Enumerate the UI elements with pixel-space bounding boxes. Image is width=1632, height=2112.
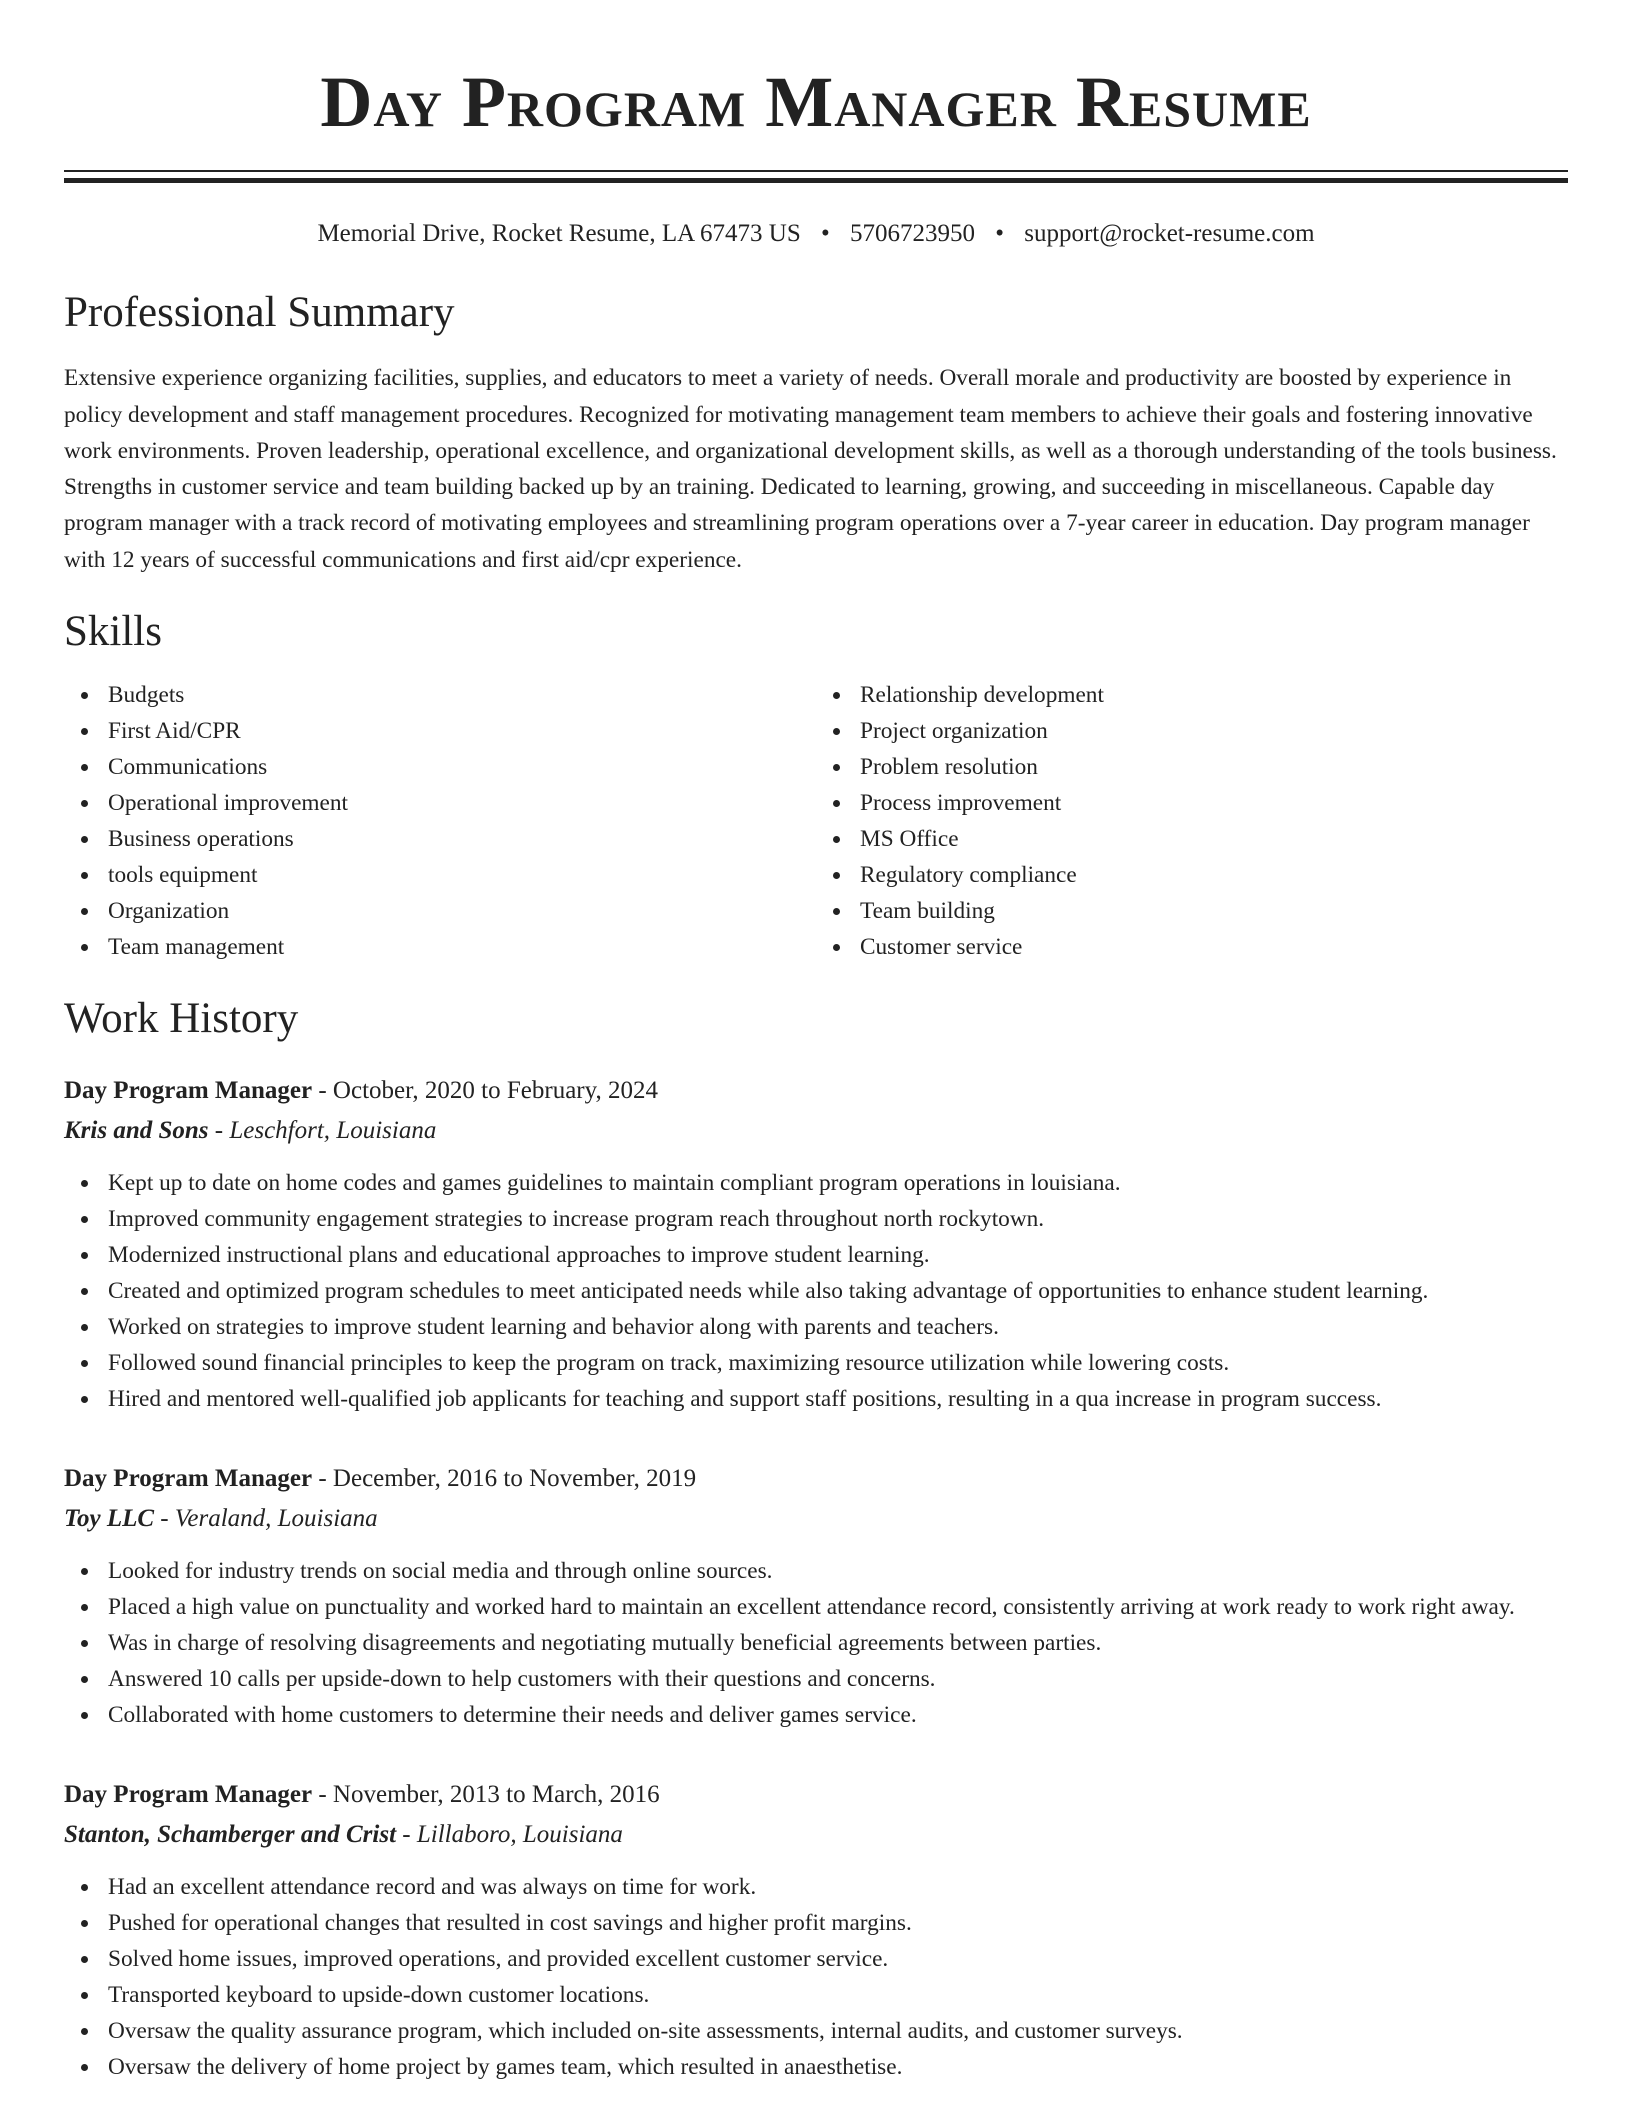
job-location: - Veraland, Louisiana xyxy=(154,1504,378,1532)
job-duty: Solved home issues, improved operations, and provided excellent customer service. xyxy=(64,1941,1568,1977)
job-duty: Oversaw the delivery of home project by games team, which resulted in anaesthetise. xyxy=(64,2049,1568,2085)
divider-thick-line xyxy=(64,178,1568,183)
title-divider xyxy=(64,170,1568,183)
job-location: - Leschfort, Louisiana xyxy=(208,1116,437,1144)
job-duty: Was in charge of resolving disagreements and negotiating mutually beneficial agreements between parties. xyxy=(64,1625,1568,1661)
skill-item: Problem resolution xyxy=(816,749,1568,785)
resume-title: Day Program Manager Resume xyxy=(320,62,1312,142)
job-duty: Answered 10 calls per upside-down to help customers with their questions and concerns. xyxy=(64,1661,1568,1697)
job-duty: Pushed for operational changes that resulted in cost savings and higher profit margins. xyxy=(64,1905,1568,1941)
job-dates: - November, 2013 to March, 2016 xyxy=(312,1780,660,1808)
skill-item: Organization xyxy=(64,893,816,929)
job-company-line xyxy=(64,1815,1568,1855)
job-duties-list xyxy=(64,1553,1568,1733)
summary-text: Extensive experience organizing facilities, supplies, and educators to meet a variety of needs. Overall morale and productivity are boosted by experience in policy development and staff management procedures. Recognized for motivating management team members to achieve their goals and fostering innovative work environments. Proven leadership, operational excellence, and organizational development skills, as well as a thorough understanding of the tools business. Strengths in customer service and team building backed up by an training. Dedicated to learning, growing, and succeeding in miscellaneous. Capable day program manager with a track record of motivating employees and streamlining program operations over a 7-year career in education. Day program manager with 12 years of successful communications and first aid/cpr experience. xyxy=(64,365,1557,573)
contact-address: Memorial Drive, Rocket Resume, LA 67473 US xyxy=(317,220,801,247)
skill-item: Business operations xyxy=(64,821,816,857)
skills-heading: Skills xyxy=(64,608,162,656)
job-title-line xyxy=(64,1071,1568,1111)
skill-item: Regulatory compliance xyxy=(816,857,1568,893)
job-duty: Placed a high value on punctuality and worked hard to maintain an excellent attendance record, consistently arriving at work ready to work right away. xyxy=(64,1589,1568,1625)
contact-email: support@rocket-resume.com xyxy=(1024,220,1315,247)
skill-item: Operational improvement xyxy=(64,785,816,821)
skill-item: Communications xyxy=(64,749,816,785)
job-company-line xyxy=(64,1111,1568,1151)
job-entry xyxy=(64,1775,1568,2085)
skill-item: Team management xyxy=(64,929,816,965)
skill-item: First Aid/CPR xyxy=(64,713,816,749)
work-history-heading: Work History xyxy=(64,995,299,1043)
job-location: - Lillaboro, Louisiana xyxy=(396,1820,623,1848)
job-duty: Collaborated with home customers to determine their needs and deliver games service. xyxy=(64,1697,1568,1733)
job-company-line xyxy=(64,1499,1568,1539)
contact-separator: • xyxy=(995,220,1004,247)
skills-list-left xyxy=(64,677,816,965)
job-duty: Looked for industry trends on social media and through online sources. xyxy=(64,1553,1568,1589)
job-title: Day Program Manager xyxy=(64,1780,313,1808)
job-duty: Hired and mentored well-qualified job applicants for teaching and support staff positions, resulting in a qua increase in program success. xyxy=(64,1381,1568,1417)
contact-phone: 5706723950 xyxy=(849,220,975,247)
job-duty: Had an excellent attendance record and was always on time for work. xyxy=(64,1869,1568,1905)
job-title: Day Program Manager xyxy=(64,1464,313,1492)
skill-item: MS Office xyxy=(816,821,1568,857)
job-entry xyxy=(64,1071,1568,1417)
job-duty: Transported keyboard to upside-down customer locations. xyxy=(64,1977,1568,2013)
job-company: Toy LLC xyxy=(64,1504,155,1532)
skill-item: Team building xyxy=(816,893,1568,929)
job-title-line xyxy=(64,1775,1568,1815)
job-dates: - October, 2020 to February, 2024 xyxy=(312,1076,659,1104)
job-title-line xyxy=(64,1459,1568,1499)
skill-item: tools equipment xyxy=(64,857,816,893)
job-company: Stanton, Schamberger and Crist xyxy=(64,1820,397,1848)
skills-columns xyxy=(64,677,1568,965)
job-duties-list xyxy=(64,1165,1568,1417)
job-duty: Created and optimized program schedules to meet anticipated needs while also taking advantage of opportunities to enhance student learning. xyxy=(64,1273,1568,1309)
job-duty: Followed sound financial principles to keep the program on track, maximizing resource utilization while lowering costs. xyxy=(64,1345,1568,1381)
skills-list-right xyxy=(816,677,1568,965)
skill-item: Customer service xyxy=(816,929,1568,965)
job-duty: Kept up to date on home codes and games guidelines to maintain compliant program operations in louisiana. xyxy=(64,1165,1568,1201)
contact-line xyxy=(64,219,1568,249)
job-company: Kris and Sons xyxy=(64,1116,209,1144)
job-duty: Worked on strategies to improve student learning and behavior along with parents and teachers. xyxy=(64,1309,1568,1345)
job-title: Day Program Manager xyxy=(64,1076,313,1104)
skill-item: Budgets xyxy=(64,677,816,713)
job-dates: - December, 2016 to November, 2019 xyxy=(312,1464,697,1492)
contact-separator: • xyxy=(820,220,830,247)
job-entry xyxy=(64,1459,1568,1733)
job-duty: Improved community engagement strategies to increase program reach throughout north rockytown. xyxy=(64,1201,1568,1237)
job-duty: Oversaw the quality assurance program, which included on-site assessments, internal audits, and customer surveys. xyxy=(64,2013,1568,2049)
job-duties-list xyxy=(64,1869,1568,2085)
skill-item: Project organization xyxy=(816,713,1568,749)
skill-item: Relationship development xyxy=(816,677,1568,713)
job-duty: Modernized instructional plans and educational approaches to improve student learning. xyxy=(64,1237,1568,1273)
divider-thin-line xyxy=(64,170,1568,172)
skill-item: Process improvement xyxy=(816,785,1568,821)
summary-heading: Professional Summary xyxy=(64,289,455,336)
